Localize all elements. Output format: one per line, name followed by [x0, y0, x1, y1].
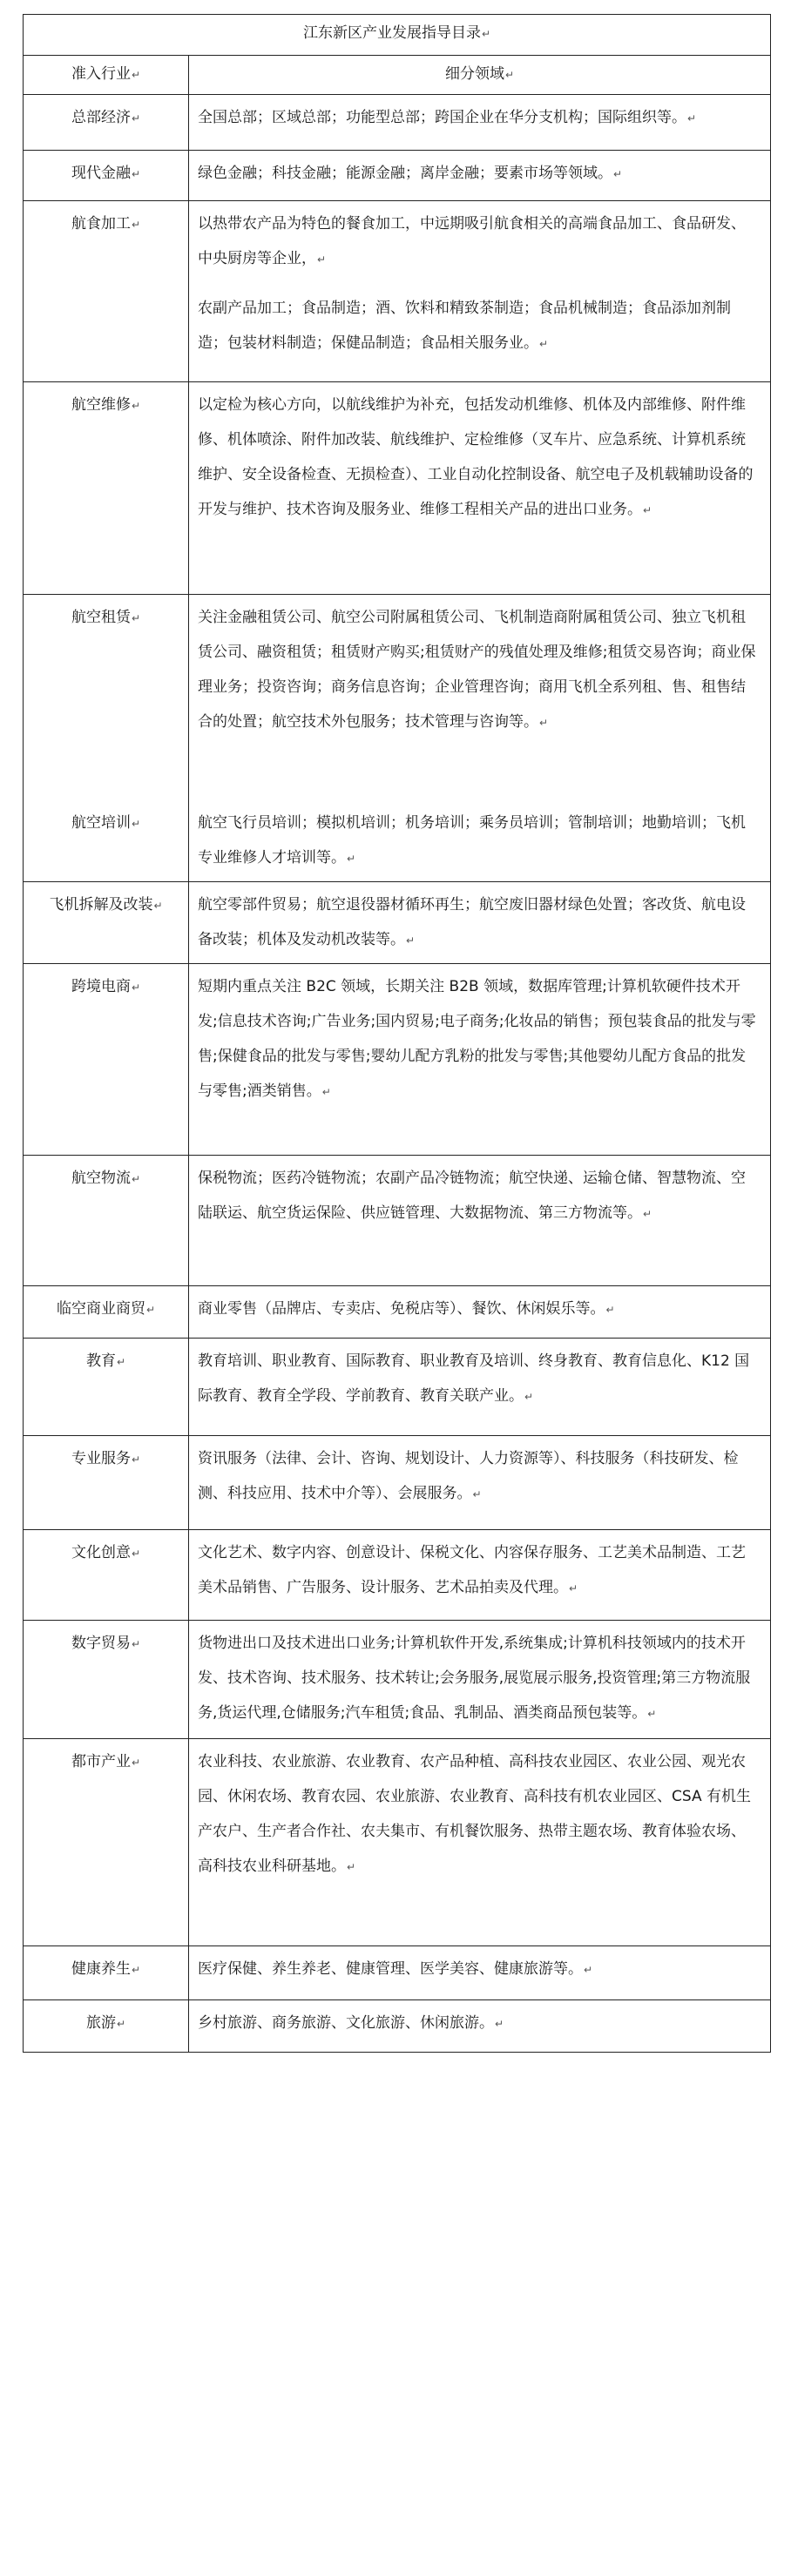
return-mark: ↵ — [495, 2017, 504, 2030]
return-mark: ↵ — [539, 717, 549, 729]
table-row — [24, 1435, 771, 1529]
industry-cell — [24, 95, 189, 151]
domain-cell — [189, 151, 771, 201]
industry-name: 专业服务 — [71, 1449, 131, 1467]
domain-paragraph: 资讯服务（法律、会计、咨询、规划设计、人力资源等）、科技服务（科技研发、检测、科技应用、技术中介等）、会展服务。↵ — [198, 1449, 739, 1502]
return-mark: ↵ — [317, 253, 327, 266]
return-mark: ↵ — [472, 1487, 482, 1500]
domain-cell — [189, 1738, 771, 1945]
return-mark: ↵ — [584, 1963, 593, 1976]
industry-name: 航空维修 — [71, 396, 131, 414]
domain-paragraph: 文化艺术、数字内容、创意设计、保税文化、内容保存服务、工艺美术品制造、工艺美术品销售、广告服务、设计服务、艺术品拍卖及代理。↵ — [198, 1543, 746, 1596]
table-row — [24, 382, 771, 595]
table-row — [24, 1529, 771, 1620]
industry-name: 总部经济 — [71, 109, 131, 126]
domain-cell — [189, 1155, 771, 1285]
table-row — [24, 151, 771, 201]
industry-cell — [24, 963, 189, 1155]
return-mark: ↵ — [406, 934, 416, 947]
return-mark: ↵ — [347, 852, 356, 865]
return-mark: ↵ — [131, 400, 141, 412]
industry-cell — [24, 1338, 189, 1435]
industry-name: 临空商业商贸 — [56, 1299, 145, 1318]
domain-cell — [189, 1285, 771, 1338]
industry-cell — [24, 1945, 189, 1999]
domain-cell — [189, 95, 771, 151]
industry-cell — [24, 1435, 189, 1529]
industry-cell — [24, 881, 189, 963]
domain-cell — [189, 1338, 771, 1435]
table-row — [24, 95, 771, 151]
return-mark: ↵ — [116, 2017, 126, 2030]
domain-paragraph: 农副产品加工；食品制造；酒、饮料和精致茶制造；食品机械制造；食品添加剂制造；包装材料制造；保健品制造；食品相关服务业。↵ — [198, 300, 731, 352]
domain-paragraph: 教育培训、职业教育、国际教育、职业教育及培训、终身教育、教育信息化、K12 国际教育、教育全学段、学前教育、教育关联产业。↵ — [198, 1352, 750, 1405]
table-row — [24, 963, 771, 1155]
industry-cell — [24, 1529, 189, 1620]
industry-cell — [24, 1738, 189, 1945]
return-mark: ↵ — [131, 1453, 141, 1466]
header-row — [24, 56, 771, 95]
table-row — [24, 1738, 771, 1945]
domain-cell — [189, 1945, 771, 1999]
industry-name: 航空租赁 — [71, 609, 131, 626]
industry-name: 跨境电商 — [71, 977, 131, 995]
domain-paragraph: 货物进出口及技术进出口业务;计算机软件开发,系统集成;计算机科技领域内的技术开发、技术咨询、技术服务、技术转让;会务服务,展览展示服务,投资管理;第三方物流服务,货运代理,仓储服务;汽车租赁;食品、乳制品、酒类商品预包装等。↵ — [198, 1634, 751, 1722]
domain-paragraph: 商业零售（品牌店、专卖店、免税店等）、餐饮、休闲娱乐等。↵ — [198, 1299, 615, 1318]
return-mark: ↵ — [116, 1355, 126, 1368]
industry-cell — [24, 382, 189, 595]
industry-name: 数字贸易 — [71, 1634, 131, 1652]
return-mark: ↵ — [131, 1547, 141, 1560]
industry-cell — [24, 800, 189, 882]
industry-name: 航空物流 — [71, 1169, 131, 1187]
return-mark: ↵ — [131, 112, 141, 125]
domain-paragraph: 以定检为核心方向，以航线维护为补充，包括发动机维修、机体及内部维修、附件维修、机体喷涂、附件加改装、航线维护、定检维修（叉车片、应急系统、计算机系统维护、安全设备检查、无损检查）、工业自动化控制设备、航空电子及机载辅助设备的开发与维护、技术咨询及服务业、维修工程相关产品的进出口业务。↵ — [198, 396, 754, 518]
domain-cell — [189, 1435, 771, 1529]
domain-paragraph: 全国总部；区域总部；功能型总部；跨国企业在华分支机构；国际组织等。↵ — [198, 109, 697, 126]
industry-name: 健康养生 — [71, 1959, 131, 1978]
return-mark: ↵ — [131, 1637, 141, 1650]
domain-paragraph: 短期内重点关注 B2C 领域，长期关注 B2B 领域，数据库管理;计算机软硬件技术开发;信息技术咨询;广告业务;国内贸易;电子商务;化妆品的销售；预包装食品的批发与零售;保健食品的批发与零售;婴幼儿配方乳粉的批发与零售;其他婴幼儿配方食品的批发与零售;酒类销售。↵ — [198, 977, 756, 1100]
domain-cell — [189, 1529, 771, 1620]
industry-name: 文化创意 — [71, 1543, 131, 1561]
domain-paragraph: 医疗保健、养生养老、健康管理、医学美容、健康旅游等。↵ — [198, 1959, 593, 1978]
table-title: 江东新区产业发展指导目录↵ — [24, 15, 771, 56]
return-mark: ↵ — [131, 1172, 141, 1185]
industry-cell — [24, 1155, 189, 1285]
industry-cell — [24, 151, 189, 201]
domain-paragraph: 以热带农产品为特色的餐食加工，中远期吸引航食相关的高端食品加工、食品研发、中央厨房等企业，↵ — [198, 215, 746, 267]
domain-cell — [189, 595, 771, 800]
domain-paragraph: 农业科技、农业旅游、农业教育、农产品种植、高科技农业园区、农业公园、观光农园、休闲农场、教育农园、农业旅游、农业教育、高科技有机农业园区、CSA 有机生产农户、生产者合作社、农夫集市、有机餐饮服务、热带主题农场、教育体验农场、高科技农业科研基地。↵ — [198, 1752, 752, 1875]
industry-cell — [24, 1285, 189, 1338]
table-row — [24, 1620, 771, 1738]
return-mark: ↵ — [605, 1303, 615, 1316]
return-mark: ↵ — [569, 1581, 578, 1595]
domain-paragraph: 航空飞行员培训；模拟机培训；机务培训；乘务员培训；管制培训；地勤培训；飞机专业维修人才培训等。↵ — [198, 813, 746, 867]
column-header-industry: 准入行业↵ — [24, 56, 189, 95]
domain-cell — [189, 382, 771, 595]
return-mark: ↵ — [131, 1963, 141, 1976]
return-mark: ↵ — [131, 612, 141, 624]
domain-paragraph: 绿色金融；科技金融；能源金融；离岸金融；要素市场等领域。↵ — [198, 165, 623, 182]
return-mark: ↵ — [643, 1207, 652, 1220]
return-mark: ↵ — [131, 219, 141, 231]
return-mark: ↵ — [153, 899, 163, 912]
table-row — [24, 201, 771, 382]
industry-name: 旅游 — [85, 2013, 116, 2032]
industry-name: 航空培训 — [71, 813, 131, 832]
table-row — [24, 1999, 771, 2052]
domain-cell — [189, 1999, 771, 2052]
title-row — [24, 15, 771, 56]
return-mark: ↵ — [524, 1390, 534, 1403]
table-row — [24, 595, 771, 800]
domain-cell — [189, 1620, 771, 1738]
domain-cell — [189, 881, 771, 963]
table-row — [24, 881, 771, 963]
return-mark: ↵ — [145, 1303, 156, 1316]
return-mark: ↵ — [131, 168, 141, 180]
industry-name: 教育 — [85, 1352, 116, 1370]
domain-paragraph: 关注金融租赁公司、航空公司附属租赁公司、飞机制造商附属租赁公司、独立飞机租赁公司、融资租赁；租赁财产购买;租赁财产的残值处理及维修;租赁交易咨询；商业保理业务；投资咨询；商务信息咨询；企业管理咨询；商用飞机全系列租、售、租售结合的处置；航空技术外包服务；技术管理与咨询等。↵ — [198, 609, 756, 731]
domain-paragraph: 保税物流；医药冷链物流；农副产品冷链物流；航空快递、运输仓储、智慧物流、空陆联运、航空货运保险、供应链管理、大数据物流、第三方物流等。↵ — [198, 1169, 746, 1222]
return-mark: ↵ — [131, 1756, 141, 1769]
return-mark: ↵ — [647, 1707, 657, 1720]
return-mark: ↵ — [539, 338, 549, 350]
table-row — [24, 1155, 771, 1285]
return-mark: ↵ — [643, 504, 652, 516]
table-row — [24, 1285, 771, 1338]
industry-name: 飞机拆解及改装 — [49, 895, 153, 914]
return-mark: ↵ — [131, 817, 141, 830]
domain-paragraph: 乡村旅游、商务旅游、文化旅游、休闲旅游。↵ — [198, 2013, 504, 2032]
return-mark: ↵ — [347, 1860, 356, 1873]
industry-name: 航食加工 — [71, 215, 131, 233]
table-row — [24, 1945, 771, 1999]
return-mark: ↵ — [687, 112, 697, 125]
domain-cell — [189, 201, 771, 382]
industry-name: 现代金融 — [71, 165, 131, 182]
industry-cell — [24, 1620, 189, 1738]
industry-cell — [24, 201, 189, 382]
industry-cell — [24, 595, 189, 800]
return-mark: ↵ — [613, 168, 623, 180]
table-row — [24, 1338, 771, 1435]
industry-cell — [24, 1999, 189, 2052]
return-mark: ↵ — [321, 1085, 331, 1098]
domain-paragraph: 航空零部件贸易；航空退役器材循环再生；航空废旧器材绿色处置；客改货、航电设备改装；机体及发动机改装等。↵ — [198, 895, 746, 948]
domain-cell — [189, 963, 771, 1155]
industry-directory-table — [23, 14, 771, 2053]
return-mark: ↵ — [131, 981, 141, 994]
domain-cell — [189, 800, 771, 882]
document — [23, 14, 770, 2053]
table-row — [24, 800, 771, 882]
industry-name: 都市产业 — [71, 1752, 131, 1770]
column-header-domain: 细分领域↵ — [189, 56, 771, 95]
